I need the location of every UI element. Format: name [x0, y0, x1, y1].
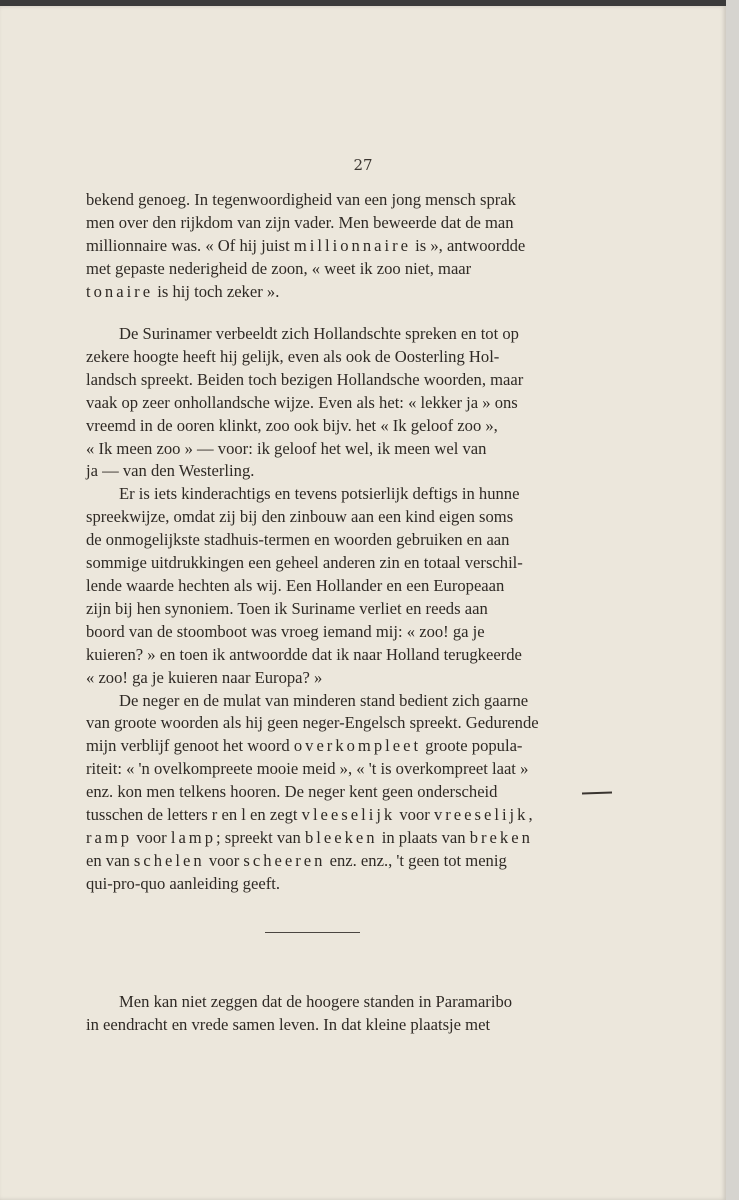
text-line: « zoo! ga je kuieren naar Europa? » [86, 667, 323, 687]
book-page [0, 6, 726, 1200]
spaced-word: ramp [86, 827, 133, 847]
text-line: sommige uitdrukkingen een geheel anderen zin en totaal verschil- [86, 553, 523, 573]
text-line: in eendracht en vrede samen leven. In dat kleine plaatsje met [86, 1014, 491, 1034]
text-line: lende waarde hechten als wij. Een Hollander en een Europeaan [86, 575, 505, 595]
spaced-word: scheeren [243, 850, 326, 870]
text-line: ja — van den Westerling. [86, 461, 255, 481]
text-run: tusschen de letters r en l en zegt [86, 805, 302, 825]
text-line: Men kan niet zeggen dat de hoogere standen in Paramaribo [119, 992, 513, 1011]
text-line [86, 235, 558, 258]
text-run: ; spreekt van [216, 827, 305, 847]
text-line: met gepaste nederigheid de zoon, « weet ik zoo niet, maar [86, 258, 472, 278]
text-run: voor [395, 805, 434, 825]
text-line [86, 735, 558, 758]
text-line [86, 850, 558, 873]
spaced-word: vleeselijk [301, 805, 396, 825]
spaced-word: breken [469, 827, 533, 847]
text-line: vaak op zeer onhollandsche wijze. Even als het: « lekker ja » ons [86, 392, 518, 412]
spaced-word: tonaire [86, 281, 154, 301]
text-run: mijn verblijf genoot het woord [86, 736, 294, 756]
text-line: riteit: « 'n ovelkompreete mooie meid », « 't is overkompreet laat » [86, 759, 529, 779]
text-run: in plaats van [377, 827, 470, 847]
text-line: men over den rijkdom van zijn vader. Men beweerde dat de man [86, 212, 514, 232]
section-divider [265, 932, 360, 933]
text-line [86, 804, 558, 827]
spaced-word: bleeken [304, 827, 378, 847]
text-line: vreemd in de ooren klinkt, zoo ook bijv. het « Ik geloof zoo », [86, 415, 498, 435]
page-number: 27 [353, 156, 373, 174]
text-line: spreekwijze, omdat zij bij den zinbouw aan een kind eigen soms [86, 507, 514, 527]
main-text [86, 323, 558, 896]
text-run: en van [86, 850, 134, 870]
spaced-word: vreeselijk [433, 805, 529, 825]
text-line [86, 827, 558, 850]
text-line: qui-pro-quo aanleiding geeft. [86, 873, 280, 893]
text-line: « Ik meen zoo » — voor: ik geloof het wel, ik meen wel van [86, 438, 487, 458]
text-line: kuieren? » en toen ik antwoordde dat ik naar Holland terugkeerde [86, 644, 522, 664]
spaced-word: overkompleet [293, 736, 422, 756]
pencil-margin-mark [582, 791, 612, 794]
scan-right-edge [726, 0, 739, 1200]
spaced-word: schelen [133, 850, 205, 870]
text-line: zijn bij hen synoniem. Toen ik Suriname verliet en reeds aan [86, 598, 488, 618]
text-line: zekere hoogte heeft hij gelijk, even als ook de Oosterling Hol- [86, 346, 500, 366]
text-line: landsch spreekt. Beiden toch bezigen Hollandsche woorden, maar [86, 369, 524, 389]
text-line: Er is iets kinderachtigs en tevens potsierlijk deftigs in hunne [119, 484, 520, 504]
text-line: van groote woorden als hij geen neger-Engelsch spreekt. Gedurende [86, 713, 539, 733]
text-line: De neger en de mulat van minderen stand bedient zich gaarne [119, 690, 529, 710]
text-line: bekend genoeg. In tegenwoordigheid van een jong mensch sprak [86, 190, 516, 209]
spaced-word: millionnaire [293, 235, 411, 255]
text-run: , [528, 805, 533, 825]
text-line: De Surinamer verbeeldt zich Hollandschte spreken en tot op [119, 324, 519, 343]
text-line [86, 281, 558, 304]
text-run: millionnaire was. « Of hij juist [86, 235, 294, 255]
text-run: is », antwoordde [410, 235, 526, 255]
continued-paragraph [86, 189, 558, 304]
text-line: de onmogelijkste stadhuis-termen en woorden gebruiken en aan [86, 530, 510, 550]
text-run: voor [132, 827, 171, 847]
text-run: is hij toch zeker ». [153, 281, 280, 301]
text-line: boord van de stoomboot was vroeg iemand mij: « zoo! ga je [86, 621, 485, 641]
text-line: enz. kon men telkens hooren. De neger kent geen onderscheid [86, 782, 498, 802]
text-run: enz. enz., 't geen tot menig [325, 850, 507, 870]
spaced-word: lamp [170, 827, 217, 847]
text-run: voor [204, 850, 244, 870]
new-section-text [86, 991, 558, 1037]
text-run: groote popula- [421, 736, 523, 756]
